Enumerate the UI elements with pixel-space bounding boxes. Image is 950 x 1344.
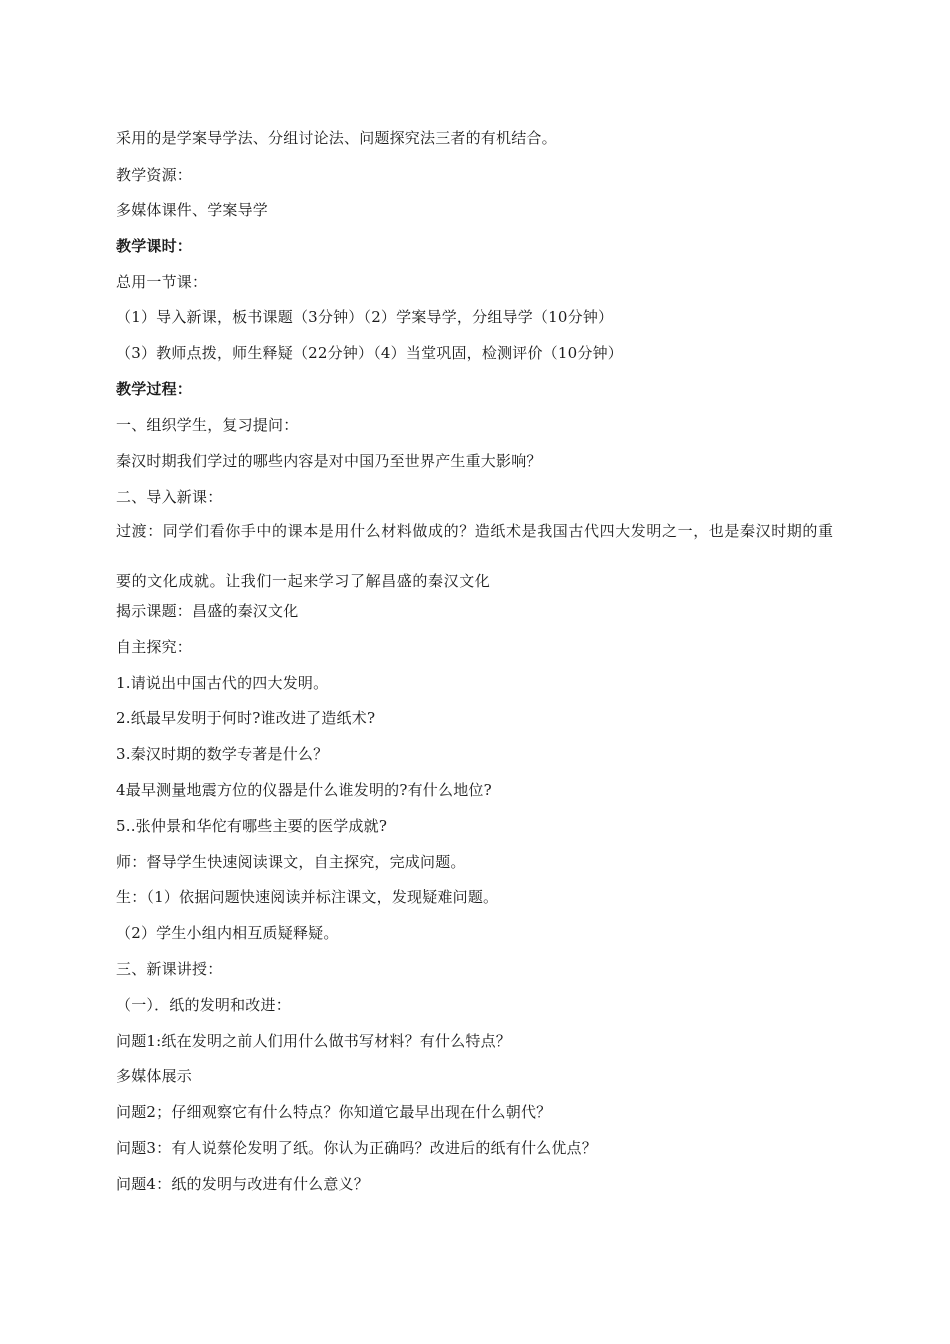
text-line-student-2: （2）学生小组内相互质疑释疑。 <box>116 924 339 942</box>
text-line-teacher: 师：督导学生快速阅读课文，自主探究，完成问题。 <box>116 853 466 871</box>
question-4: 4最早测量地震方位的仪器是什么谁发明的?有什么地位? <box>116 781 492 799</box>
text-line-student-1: 生：（1）依据问题快速阅读并标注课文，发现疑难问题。 <box>116 888 499 906</box>
text-line-self-study: 自主探究： <box>116 638 193 656</box>
text-paragraph-transition: 过渡：同学们看你手中的课本是用什么材料做成的？造纸术是我国古代四大发明之一，也是秦汉时期的重要的文化成就。让我们一起来学习了解昌盛的秦汉文化 <box>116 522 834 590</box>
question-3: 3.秦汉时期的数学专著是什么？ <box>116 745 329 763</box>
text-line-part-3: 三、新课讲授： <box>116 960 223 978</box>
section-heading-process: 教学过程： <box>116 380 193 398</box>
text-line-resources: 多媒体课件、学案导学 <box>116 201 269 219</box>
section-heading-class-hours: 教学课时： <box>116 237 193 255</box>
problem-4: 问题4：纸的发明与改进有什么意义？ <box>116 1175 369 1193</box>
question-1: 1.请说出中国古代的四大发明。 <box>116 674 329 692</box>
question-2: 2.纸最早发明于何时?谁改进了造纸术? <box>116 709 376 727</box>
text-line-methods: 采用的是学案导学法、分组讨论法、问题探究法三者的有机结合。 <box>116 129 557 147</box>
text-line-topic: 揭示课题：昌盛的秦汉文化 <box>116 602 299 620</box>
text-line-part-1: 一、组织学生，复习提问： <box>116 416 299 434</box>
text-line-review-question: 秦汉时期我们学过的哪些内容是对中国乃至世界产生重大影响？ <box>116 452 542 470</box>
text-line-multimedia: 多媒体展示 <box>116 1067 193 1085</box>
text-line-schedule-2: （3）教师点拨，师生释疑（22分钟）（4）当堂巩固，检测评价（10分钟） <box>116 344 623 362</box>
text-line-total: 总用一节课： <box>116 273 208 291</box>
problem-2: 问题2；仔细观察它有什么特点？你知道它最早出现在什么朝代？ <box>116 1103 552 1121</box>
text-line-schedule-1: （1）导入新课，板书课题（3分钟）（2）学案导学，分组导学（10分钟） <box>116 308 614 326</box>
problem-1: 问题1:纸在发明之前人们用什么做书写材料？有什么特点？ <box>116 1032 511 1050</box>
question-5: 5..张仲景和华佗有哪些主要的医学成就? <box>116 817 388 835</box>
text-line-part-2: 二、导入新课： <box>116 488 223 506</box>
problem-3: 问题3：有人说蔡伦发明了纸。你认为正确吗？改进后的纸有什么优点？ <box>116 1139 597 1157</box>
text-line-paper-section: （一）．纸的发明和改进： <box>116 996 291 1014</box>
text-line-resources-heading: 教学资源： <box>116 166 193 184</box>
